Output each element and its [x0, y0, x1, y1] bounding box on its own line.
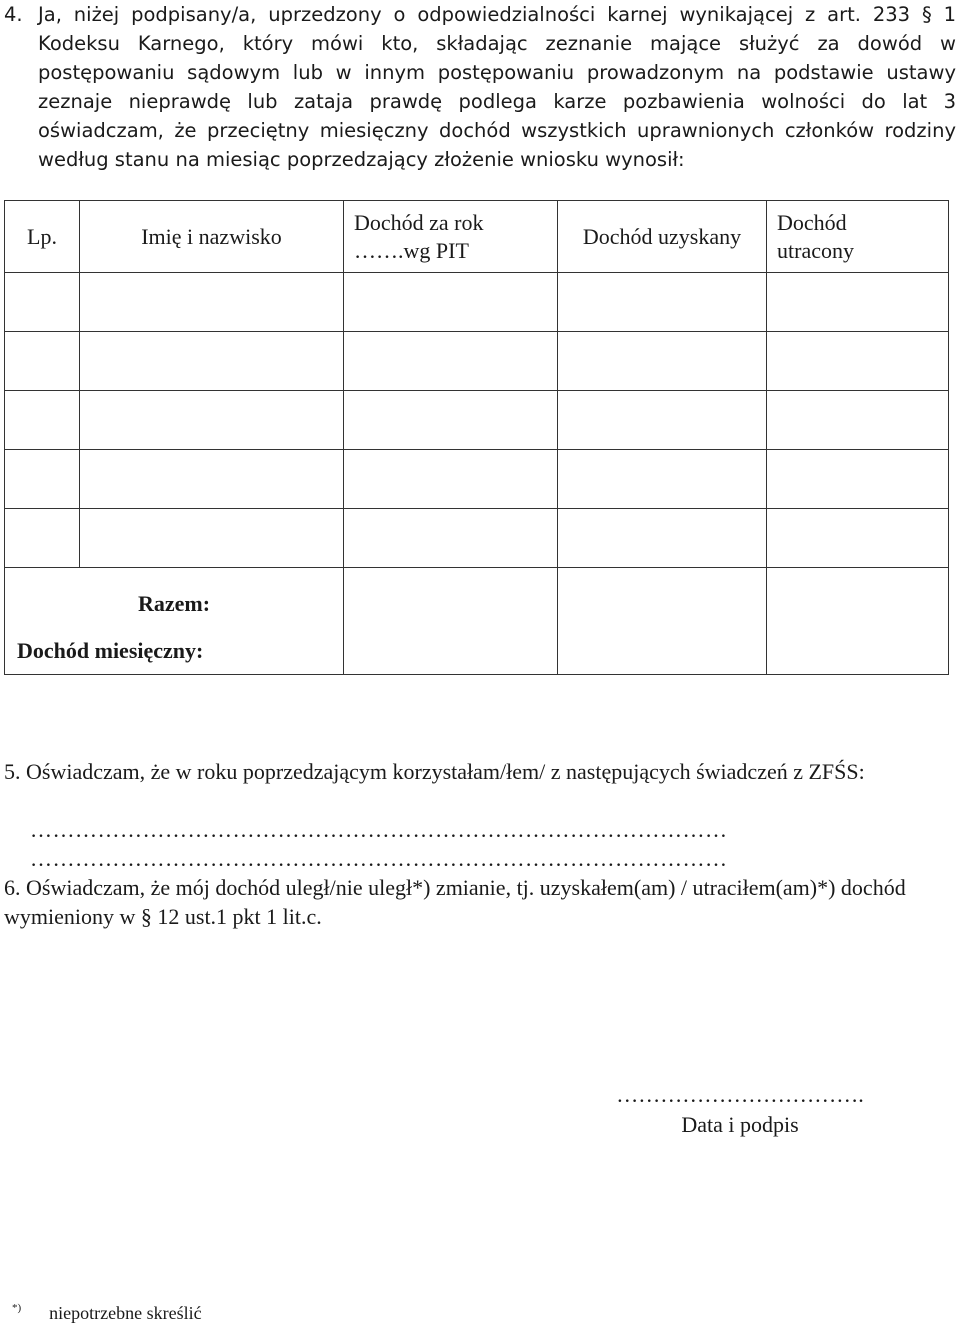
income-table	[4, 200, 949, 675]
totals-row	[5, 568, 949, 675]
cell-pit[interactable]	[344, 273, 558, 332]
table-row	[5, 391, 949, 450]
declaration-paragraph	[4, 0, 956, 174]
header-income-lost-line1: Dochód	[777, 209, 847, 235]
footnote-text: niepotrzebne skreślić	[49, 1303, 202, 1323]
declaration-number: 4.	[4, 3, 23, 26]
footnote-mark: *)	[12, 1302, 22, 1314]
cell-lost[interactable]	[767, 332, 949, 391]
total-label: Razem:	[137, 591, 211, 616]
cell-lp[interactable]	[5, 509, 80, 568]
totals-label-cell	[5, 568, 344, 675]
cell-name[interactable]	[80, 332, 344, 391]
cell-lost[interactable]	[767, 509, 949, 568]
cell-pit[interactable]	[344, 332, 558, 391]
cell-obtained[interactable]	[558, 450, 767, 509]
cell-lost[interactable]	[767, 450, 949, 509]
header-income-pit-line2: …….wg PIT	[354, 237, 469, 263]
table-row	[5, 332, 949, 391]
cell-pit[interactable]	[344, 391, 558, 450]
cell-pit[interactable]	[344, 509, 558, 568]
header-lp: Lp.	[5, 201, 80, 273]
header-income-pit-line1: Dochód za rok	[354, 209, 484, 235]
header-income-lost	[767, 201, 949, 273]
header-income-lost-line2: utracony	[777, 237, 854, 263]
total-pit-cell[interactable]	[344, 568, 558, 675]
total-obtained-cell[interactable]	[558, 568, 767, 675]
cell-lost[interactable]	[767, 391, 949, 450]
item5-dots-line2[interactable]: …………………………………………………………………………………	[30, 846, 728, 871]
cell-pit[interactable]	[344, 450, 558, 509]
total-lost-cell[interactable]	[767, 568, 949, 675]
item5-dots-line1[interactable]: …………………………………………………………………………………	[30, 817, 728, 842]
cell-lp[interactable]	[5, 450, 80, 509]
signature-block	[600, 1080, 880, 1140]
cell-obtained[interactable]	[558, 509, 767, 568]
cell-name[interactable]	[80, 273, 344, 332]
cell-lost[interactable]	[767, 273, 949, 332]
declaration-text: Ja, niżej podpisany/a, uprzedzony o odpowiedzialności karnej wynikającej z art. 233 § 1 Kodeksu Karnego, który mówi kto, składając zeznanie mające służyć za dowód w postępowaniu sądowym lub w innym postępowaniu prowadzonym na podstawie ustawy zeznaje nieprawdę lub zataja prawdę podlega karze pozbawienia wolności do lat 3 oświadczam, że przeciętny miesięczny dochód wszystkich uprawnionych członków rodziny według stanu na miesiąc poprzedzający złożenie wniosku wynosił:	[38, 3, 956, 171]
table-row	[5, 509, 949, 568]
cell-name[interactable]	[80, 509, 344, 568]
cell-lp[interactable]	[5, 273, 80, 332]
table-header-row	[5, 201, 949, 273]
cell-obtained[interactable]	[558, 391, 767, 450]
cell-name[interactable]	[80, 450, 344, 509]
table-row	[5, 273, 949, 332]
cell-obtained[interactable]	[558, 273, 767, 332]
monthly-income-label: Dochód miesięczny:	[17, 638, 204, 663]
signature-dots[interactable]: …………………………….	[616, 1082, 864, 1107]
table-row	[5, 450, 949, 509]
cell-name[interactable]	[80, 391, 344, 450]
footnote	[12, 1302, 202, 1324]
signature-label: Data i podpis	[681, 1112, 799, 1137]
item5-text: 5. Oświadczam, że w roku poprzedzającym korzystałam/łem/ z następujących świadczeń z ZFŚS:	[4, 759, 865, 784]
header-name: Imię i nazwisko	[80, 201, 344, 273]
header-income-pit	[344, 201, 558, 273]
cell-lp[interactable]	[5, 332, 80, 391]
item6-text: 6. Oświadczam, że mój dochód uległ/nie uległ*) zmianie, tj. uzyskałem(am) / utraciłem(am)*) dochód wymieniony w § 12 ust.1 pkt 1 lit.c.	[4, 875, 906, 929]
header-income-obtained: Dochód uzyskany	[558, 201, 767, 273]
cell-lp[interactable]	[5, 391, 80, 450]
cell-obtained[interactable]	[558, 332, 767, 391]
